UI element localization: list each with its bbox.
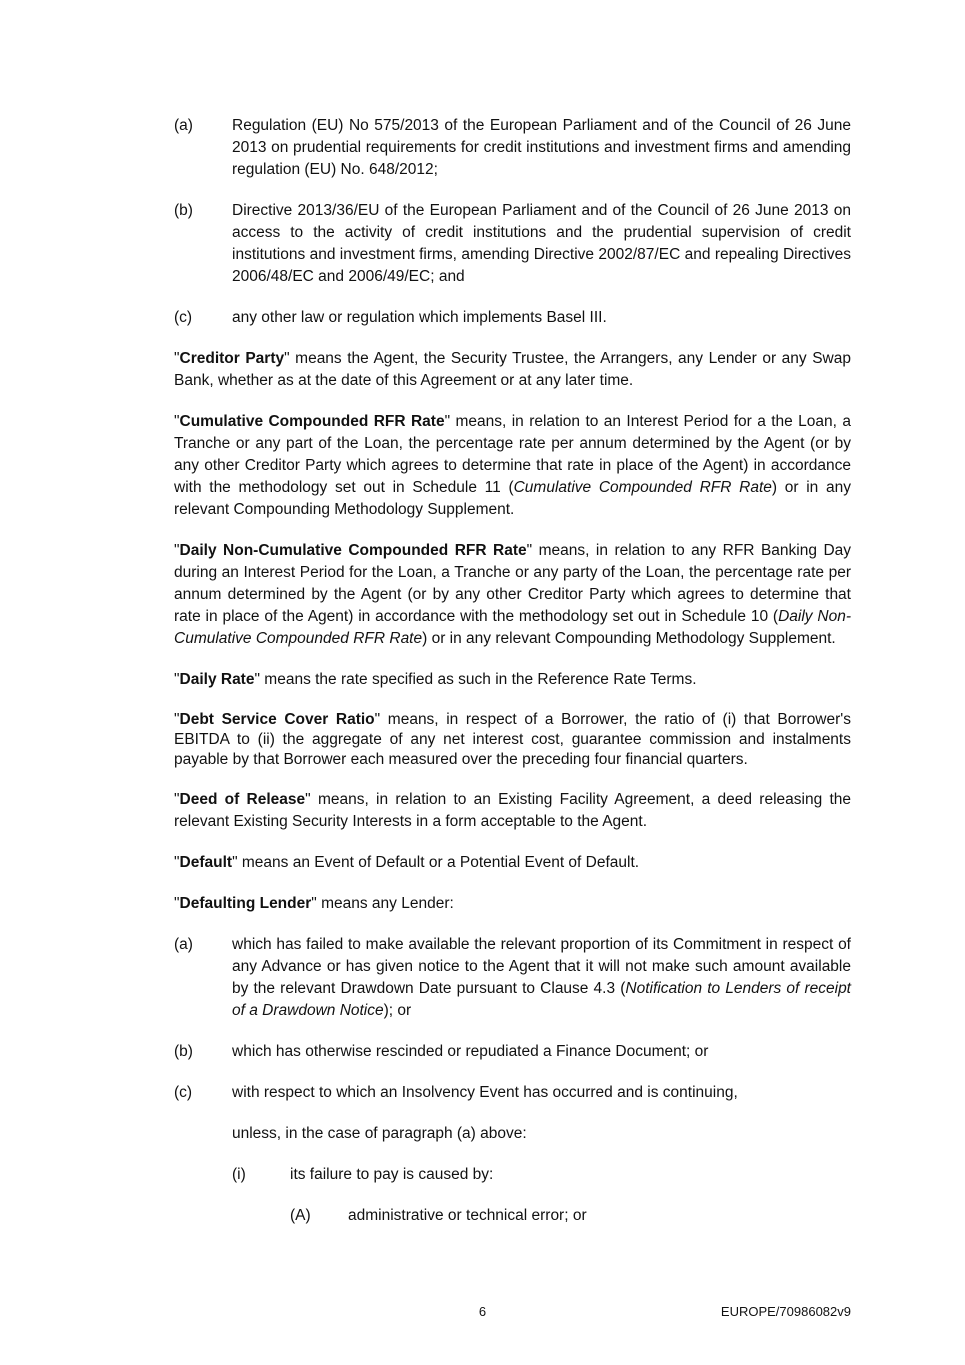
defined-term: Default (179, 854, 233, 871)
defined-term: Daily Rate (179, 671, 255, 688)
defined-term: Cumulative Compounded RFR Rate (179, 413, 445, 430)
list-text: Regulation (EU) No 575/2013 of the European Parliament and of the Council of 26 June 2013 on prudential requirements for credit institutions and investment firms and amending regulation (EU) No. 648/2012; (232, 117, 851, 178)
page-number: 6 (478, 1304, 487, 1319)
defined-term: Debt Service Cover Ratio (179, 711, 375, 728)
list-label: (i) (232, 1166, 246, 1183)
list-item: (c) with respect to which an Insolvency Event has occurred and is continuing, (174, 1082, 851, 1104)
list-label: (b) (174, 1043, 193, 1060)
list-item: (a) which has failed to make available the relevant proportion of its Commitment in respect of any Advance or has given notice to the Agent that it will not make such amount available by the relevant Drawdown Date pursuant to Clause 4.3 (Notification to Lenders of receipt of a Drawdown Notice); or (174, 936, 851, 1019)
list-label: (A) (290, 1207, 311, 1224)
list-item (174, 200, 851, 288)
list-label: (a) (174, 117, 193, 134)
list-item: (b) which has otherwise rescinded or repudiated a Finance Document; or (174, 1041, 851, 1063)
list-label: (c) (174, 1084, 193, 1101)
definition-daily-non-cumulative-rate: "Daily Non-Cumulative Compounded RFR Rate" means, in relation to any RFR Banking Day during an Interest Period for the Loan, a Tranche or any party of the Loan, the percentage rate per annum determined by the Agent (or by any other Creditor Party which agrees to determine that rate in place of the Agent) in accordance with the methodology set out in Schedule 10 (Daily Non-Cumulative Compounded RFR Rate) or in any relevant Compounding Methodology Supplement. (174, 542, 852, 647)
list-item (174, 115, 851, 181)
list-item (174, 307, 851, 329)
unless-clause: unless, in the case of paragraph (a) above: (232, 1125, 527, 1142)
definition-deed-of-release: "Deed of Release" means, in relation to an Existing Facility Agreement, a deed releasing the relevant Existing Security Interests in a form acceptable to the Agent. (174, 791, 851, 830)
sub-sub-list-item: (A) administrative or technical error; or (174, 1205, 851, 1227)
defined-term: Deed of Release (179, 791, 306, 808)
list-text: Directive 2013/36/EU of the European Parliament and of the Council of 26 June 2013 on access to the activity of credit institutions and the prudential supervision of credit institutions and investment firms, amending Directive 2002/87/EC and repealing Directives 2006/48/EC and 2006/49/EC; and (232, 202, 851, 285)
list-label: (a) (174, 936, 193, 953)
sub-list-item: (i) its failure to pay is caused by: (174, 1164, 851, 1186)
list-label: (b) (174, 202, 193, 219)
list-text: any other law or regulation which implements Basel III. (232, 309, 607, 326)
list-label: (c) (174, 309, 193, 326)
document-body (174, 115, 851, 1246)
defined-term: Defaulting Lender (179, 895, 312, 912)
definition-cumulative-compounded-rfr-rate: "Cumulative Compounded RFR Rate" means, in relation to an Interest Period for a the Loan, a Tranche or any part of the Loan, the percentage rate per annum determined by the Agent (or by any other Creditor Party which agrees to determine that rate in place of the Agent) in accordance with the methodology set out in Schedule 11 (Cumulative Compounded RFR Rate) or in any relevant Compounding Methodology Supplement. (174, 413, 851, 518)
document-reference: EUROPE/70986082v9 (720, 1304, 851, 1319)
definition-default: "Default" means an Event of Default or a Potential Event of Default. (174, 854, 640, 871)
defined-term: Daily Non-Cumulative Compounded RFR Rate (179, 542, 527, 559)
defined-term: Creditor Party (179, 350, 285, 367)
definition-daily-rate: "Daily Rate" means the rate specified as such in the Reference Rate Terms. (174, 671, 697, 688)
definition-defaulting-lender: "Defaulting Lender" means any Lender: (174, 895, 454, 912)
definition-creditor-party: "Creditor Party" means the Agent, the Security Trustee, the Arrangers, any Lender or any Swap Bank, whether as at the date of this Agreement or at any later time. (174, 350, 851, 389)
definition-debt-service-cover-ratio: "Debt Service Cover Ratio" means, in respect of a Borrower, the ratio of (i) that Borrower's EBITDA to (ii) the aggregate of any net interest cost, guarantee commission and instalments payable by that Borrower each measured over the preceding four financial quarters. (174, 711, 851, 768)
